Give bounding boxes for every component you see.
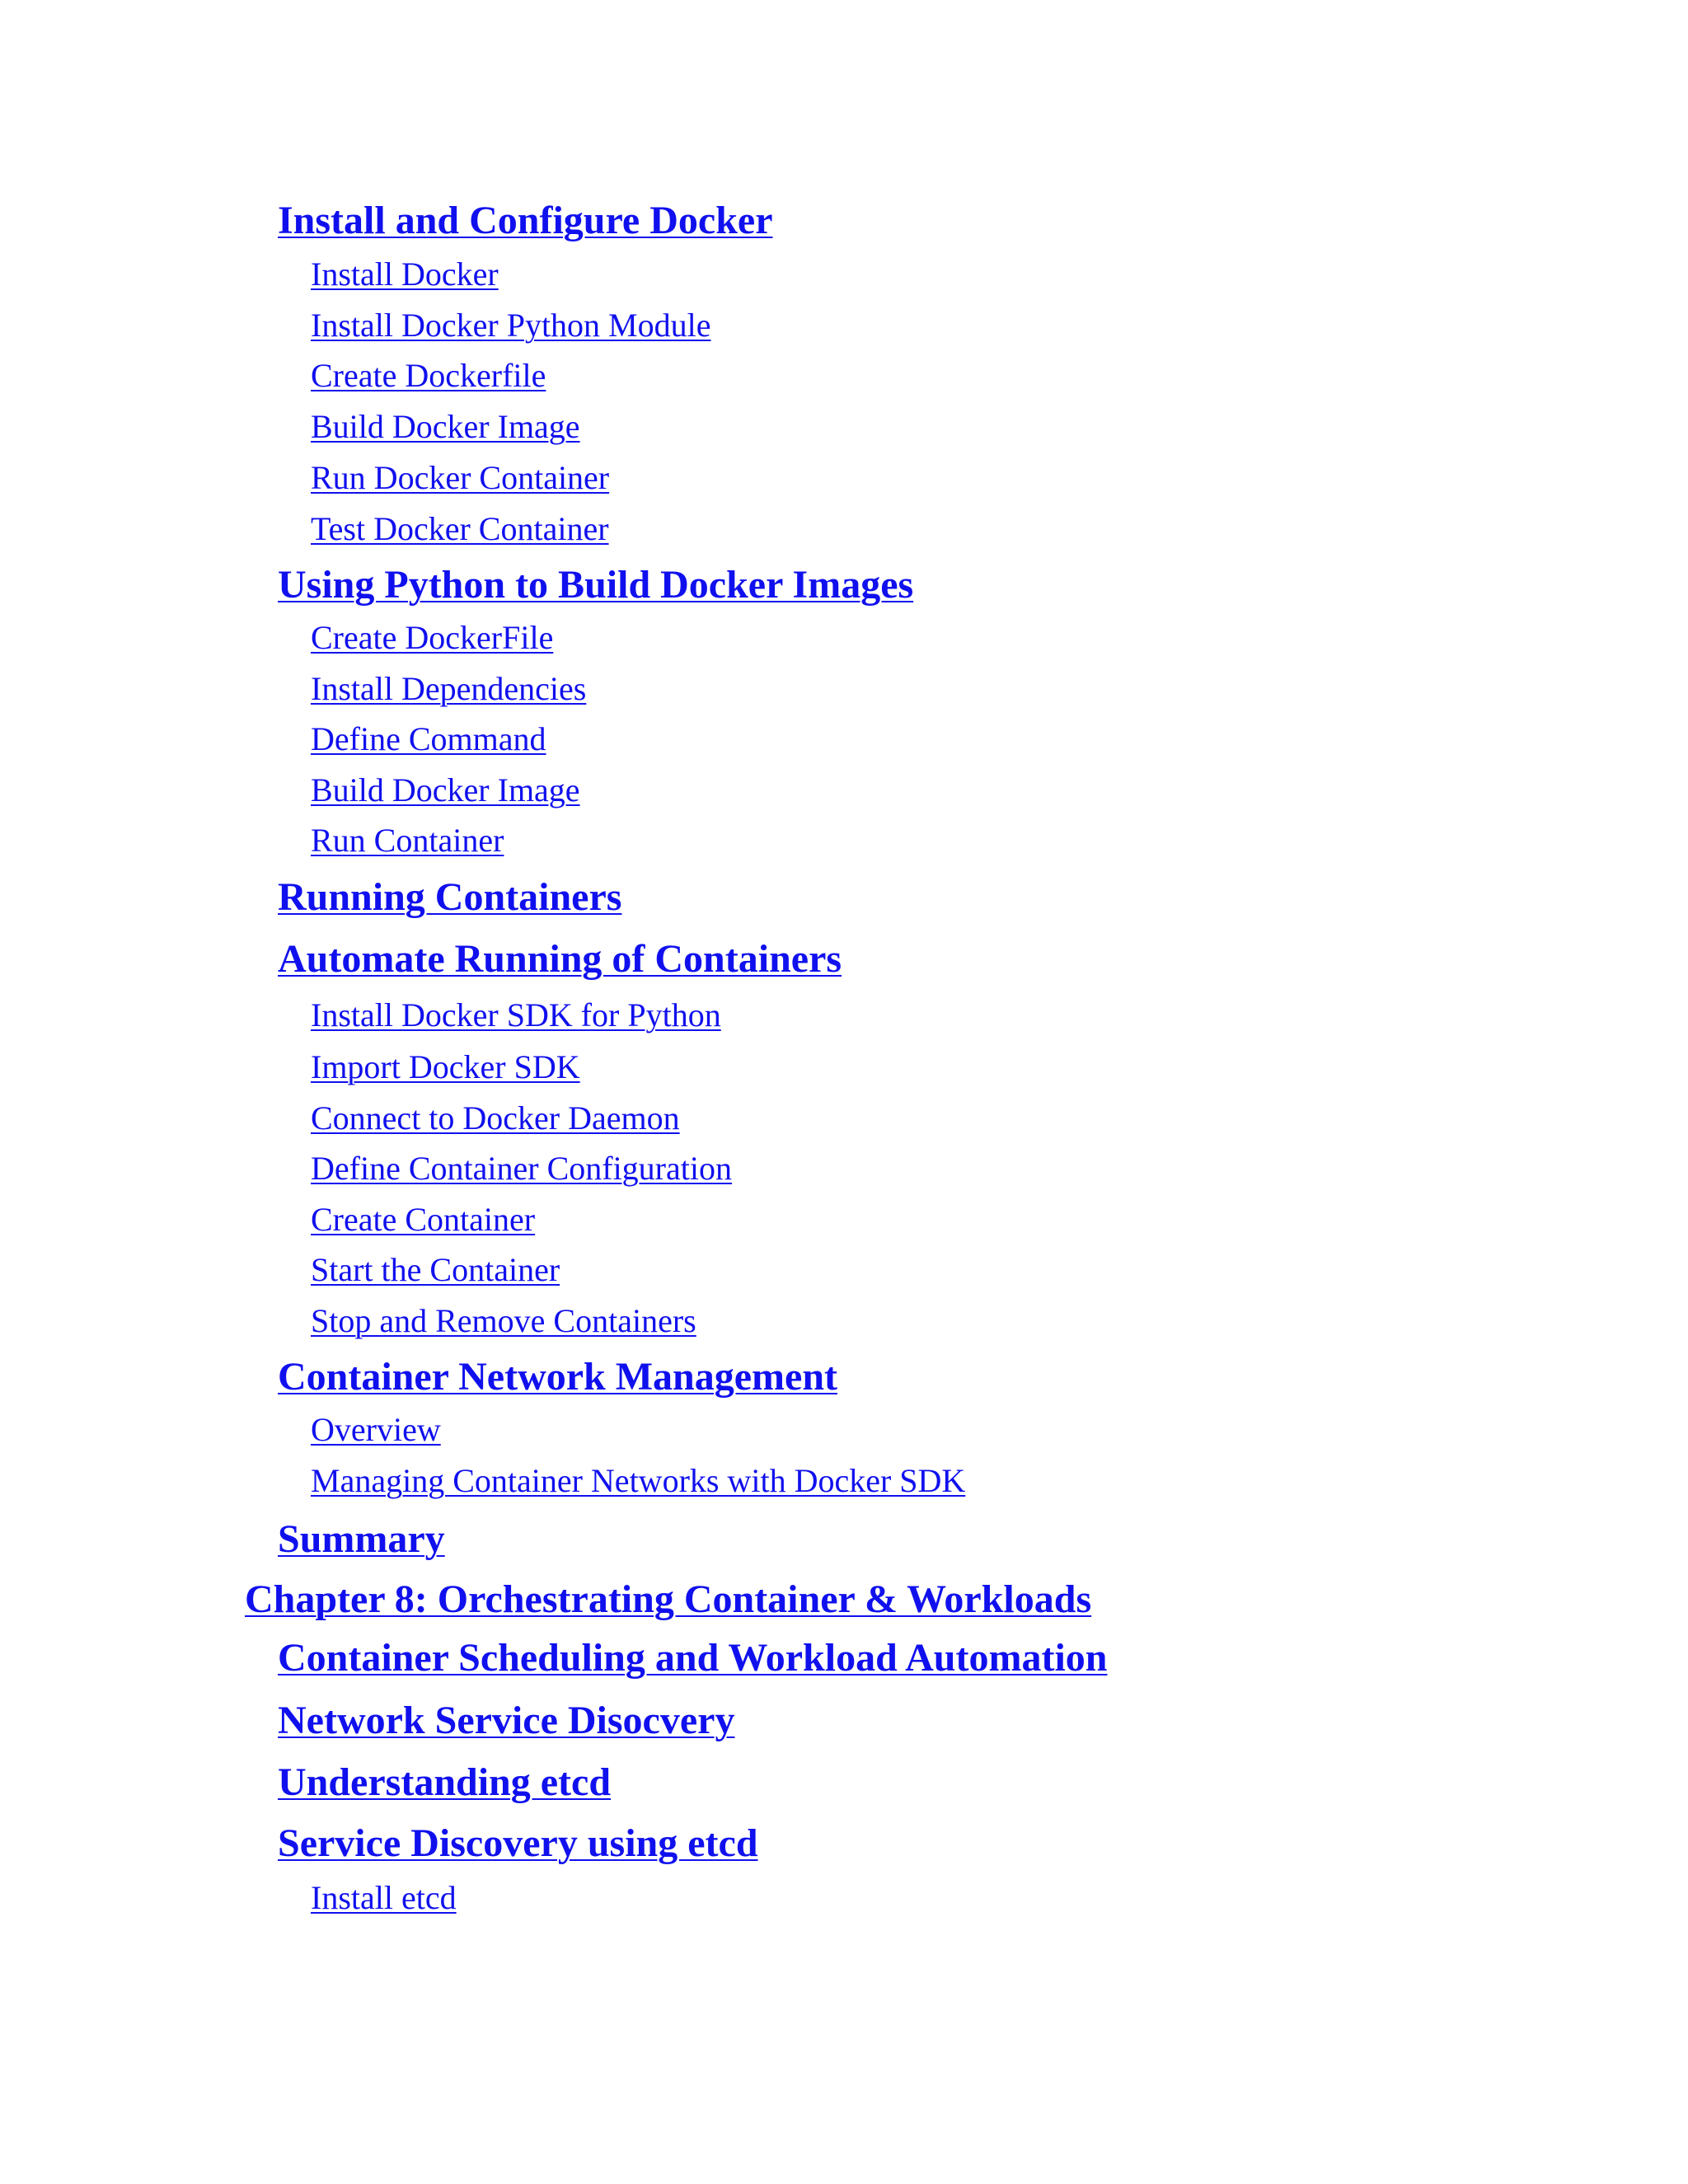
toc-link-define-command[interactable]: Define Command [311,720,546,757]
toc-link-create-dockerfile[interactable]: Create Dockerfile [311,357,546,394]
toc-link-running-containers[interactable]: Running Containers [278,875,622,919]
toc-link-container-network-management[interactable]: Container Network Management [278,1355,838,1399]
toc-link-chapter-8[interactable]: Chapter 8: Orchestrating Container & Workloads [245,1577,1092,1621]
toc-link-summary[interactable]: Summary [278,1517,445,1561]
toc-link-install-docker-sdk-for-python[interactable]: Install Docker SDK for Python [311,996,721,1033]
toc-link-overview[interactable]: Overview [311,1411,441,1448]
toc-link-container-scheduling[interactable]: Container Scheduling and Workload Automation [278,1636,1108,1680]
toc-link-understanding-etcd[interactable]: Understanding etcd [278,1760,612,1804]
toc-link-run-docker-container[interactable]: Run Docker Container [311,459,610,496]
toc-link-install-docker-python-module[interactable]: Install Docker Python Module [311,307,711,344]
toc-link-service-discovery-using-etcd[interactable]: Service Discovery using etcd [278,1821,758,1865]
toc-link-using-python-to-build-docker-images[interactable]: Using Python to Build Docker Images [278,563,914,607]
toc-link-install-and-configure-docker[interactable]: Install and Configure Docker [278,199,773,242]
toc-link-import-docker-sdk[interactable]: Import Docker SDK [311,1048,580,1085]
toc-link-run-container[interactable]: Run Container [311,822,504,859]
toc-link-start-the-container[interactable]: Start the Container [311,1251,560,1288]
toc-link-stop-and-remove-containers[interactable]: Stop and Remove Containers [311,1302,696,1339]
toc-link-create-container[interactable]: Create Container [311,1201,536,1238]
toc-link-define-container-configuration[interactable]: Define Container Configuration [311,1150,732,1187]
toc-link-test-docker-container[interactable]: Test Docker Container [311,510,609,547]
toc-link-create-dockerfile-2[interactable]: Create DockerFile [311,619,554,656]
toc-link-install-dependencies[interactable]: Install Dependencies [311,670,587,707]
toc-link-build-docker-image-2[interactable]: Build Docker Image [311,771,580,808]
toc-link-managing-container-networks[interactable]: Managing Container Networks with Docker SDK [311,1462,966,1499]
toc-link-connect-to-docker-daemon[interactable]: Connect to Docker Daemon [311,1099,680,1137]
toc-link-install-etcd[interactable]: Install etcd [311,1879,457,1916]
toc-link-network-service-discovery[interactable]: Network Service Disocvery [278,1699,735,1742]
toc-link-build-docker-image[interactable]: Build Docker Image [311,408,580,445]
toc-link-automate-running-of-containers[interactable]: Automate Running of Containers [278,937,842,981]
toc-link-install-docker[interactable]: Install Docker [311,255,499,293]
